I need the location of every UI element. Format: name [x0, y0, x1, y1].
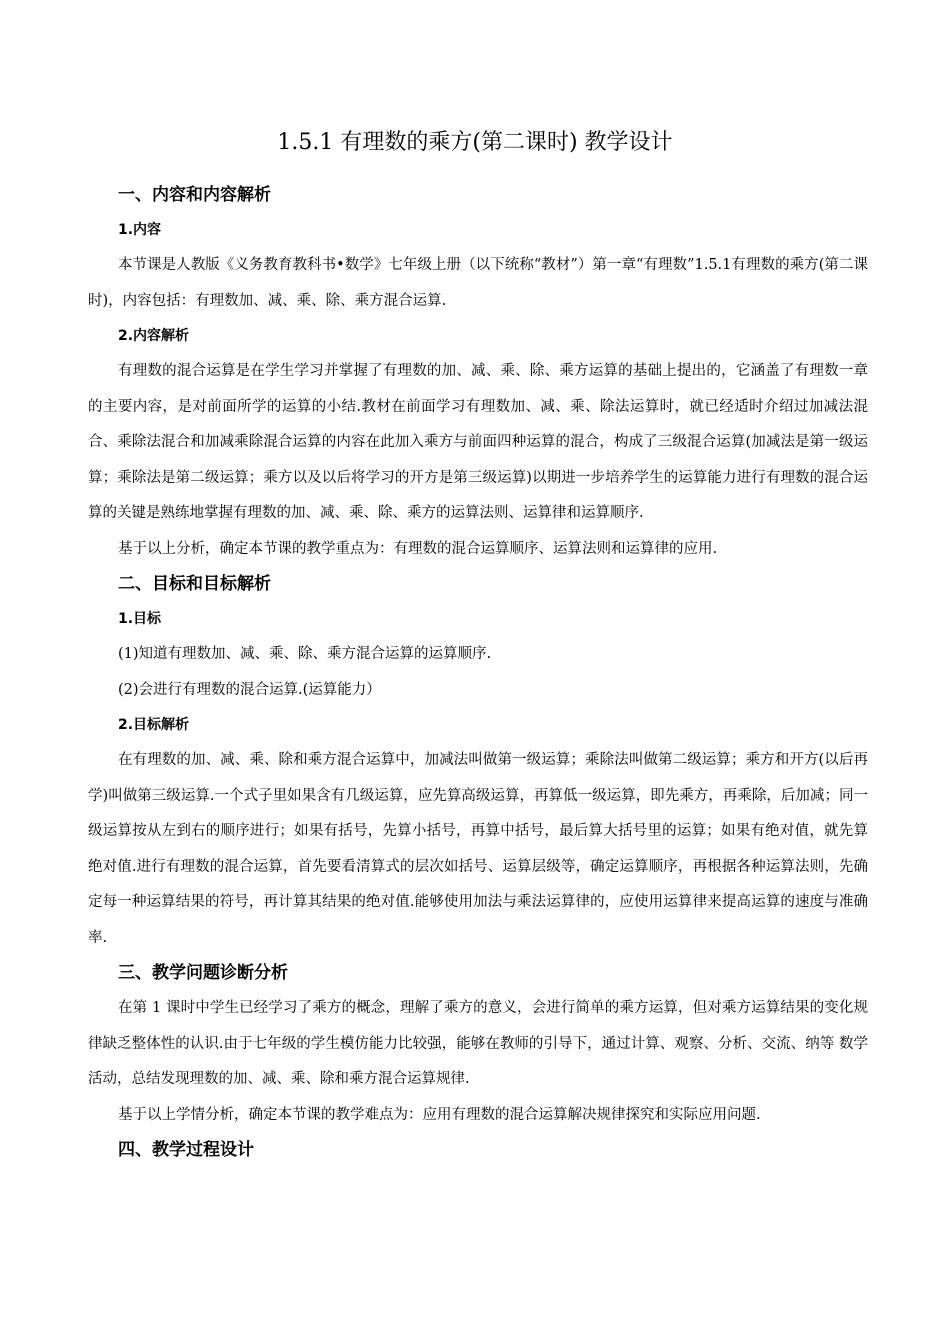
goal-item: (2)会进行有理数的混合运算.(运算能力）: [118, 681, 381, 698]
document-body: [88, 178, 868, 1168]
paragraph: 在第 1 课时中学生已经学习了乘方的概念，理解了乘方的意义，会进行简单的乘方运算，但对乘方运算结果的变化规律缺乏整体性的认识.由于七年级的学生模仿能力比较强，能够在教师的引导下，通过计算、观察、分析、交流、纳等 数学活动，总结发现理数的加、减、乘、除和乘方混合运算规律.: [88, 1000, 868, 1087]
subsection-heading: 2.内容解析: [118, 328, 190, 344]
paragraph: 有理数的混合运算是在学生学习并掌握了有理数的加、减、乘、除、乘方运算的基础上提出的，它涵盖了有理数一章的主要内容，是对前面所学的运算的小结.教材在前面学习有理数加、减、乘、除法运算时，就已经适时介绍过加减法混合、乘除法混合和加减乘除混合运算的内容在此加入乘方与前面四种运算的混合，构成了三级混合运算(加减法是第一级运算；乘除法是第二级运算；乘方以及以后将学习的开方是第三级运算)以期进一步培养学生的运算能力进行有理数的混合运算的关键是熟练地掌握有理数的加、减、乘、除、乘方的运算法则、运算律和运算顺序.: [88, 363, 868, 521]
paragraph: 在有理数的加、减、乘、除和乘方混合运算中，加减法叫做第一级运算；乘除法叫做第二级运算；乘方和开方(以后再学)叫做第三级运算.一个式子里如果含有几级运算，应先算高级运算，再算低一级运算，即先乘方，再乘除，后加减；同一级运算按从左到右的顺序进行；如果有括号，先算小括号，再算中括号，最后算大括号里的运算；如果有绝对值，就先算绝对值.进行有理数的混合运算，首先要看清算式的层次如括号、运算层级等，确定运算顺序，再根据各种运算法则，先确定每一种运算结果的符号，再计算其结果的绝对值.能够使用加法与乘法运算律的，应使用运算律来提高运算的速度与准确率.: [88, 752, 868, 946]
subsection-heading: 1.目标: [118, 611, 162, 627]
subsection-heading: 2.目标解析: [118, 717, 190, 733]
paragraph: 基于以上学情分析，确定本节课的教学难点为：应用有理数的混合运算解决规律探究和实际应用问题.: [118, 1106, 761, 1123]
document-title: 1.5.1 有理数的乘方(第二课时) 教学设计: [277, 130, 673, 155]
paragraph: 基于以上分析，确定本节课的教学重点为：有理数的混合运算顺序、运算法则和运算律的应用.: [118, 540, 718, 557]
section-diagnosis: [88, 956, 868, 1133]
goal-item: (1)知道有理数加、减、乘、除、乘方混合运算的运算顺序.: [118, 646, 492, 662]
section-heading: 三、教学问题诊断分析: [118, 963, 288, 983]
subsection-heading: 1.内容: [118, 222, 162, 238]
section-heading: 二、目标和目标解析: [118, 574, 271, 594]
section-content-analysis: [88, 178, 868, 567]
paragraph: 本节课是人教版《义务教育教科书•数学》七年级上册（以下统称“教材”）第一章“有理数”1.5.1有理数的乘方(第二课时)，内容包括：有理数加、减、乘、除、乘方混合运算.: [88, 257, 868, 309]
section-goals: [88, 567, 868, 956]
section-process: [88, 1133, 868, 1168]
section-heading: 一、内容和内容解析: [118, 185, 271, 205]
section-heading: 四、教学过程设计: [118, 1140, 254, 1160]
